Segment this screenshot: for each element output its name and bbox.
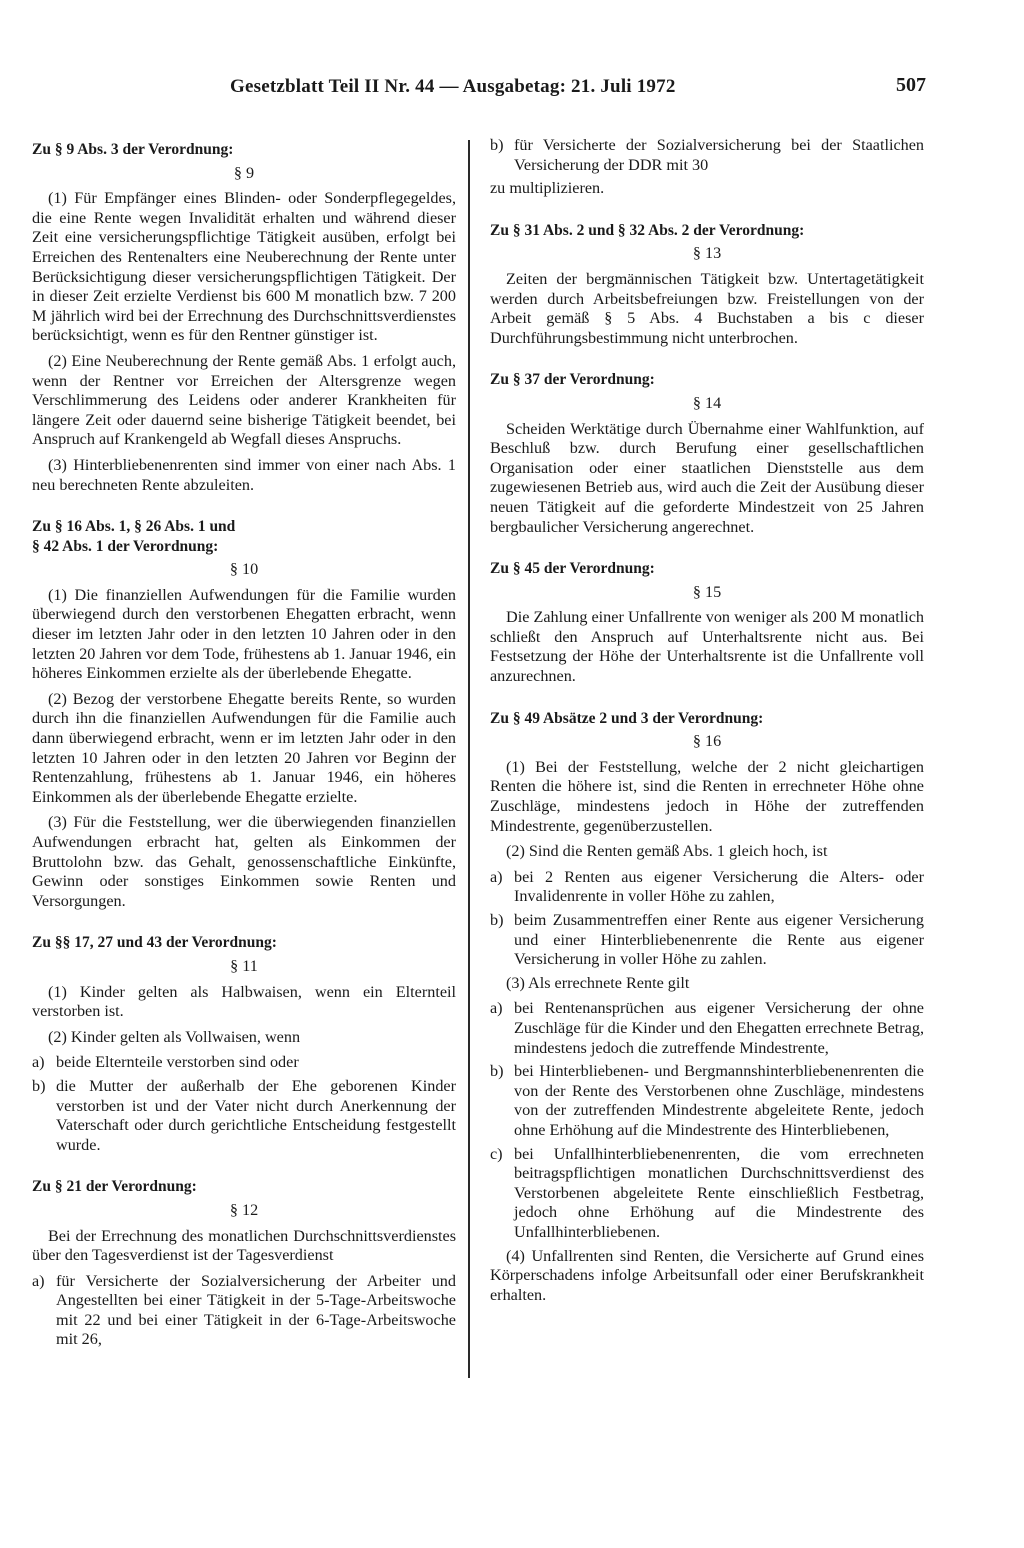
section-number: § 10 [229, 560, 259, 579]
list-label: c) [490, 1144, 503, 1163]
reference-heading: Zu § 49 Absätze 2 und 3 der Verordnung: [490, 709, 764, 727]
list-text: bei Rentenansprüchen aus eigener Versicherung der ohne Zuschläge für die Kinder und den Ehegatten errechnete Betrag, mindestens jedoch die zutreffende Mindestrente, [514, 999, 924, 1057]
list-label: b) [32, 1076, 46, 1095]
paragraph: (2) Kinder gelten als Vollwaisen, wenn [48, 1027, 301, 1046]
paragraph: (2) Sind die Renten gemäß Abs. 1 gleich hoch, ist [506, 842, 828, 861]
list-text: für Versicherte der Sozialversicherung bei der Staatlichen Versicherung der DDR mit 30 [514, 136, 924, 174]
section-number: § 11 [230, 956, 258, 975]
paragraph: (3) Hinterbliebenenrenten sind immer von einer nach Abs. 1 neu berechneten Rente abzuleiten. [32, 455, 456, 494]
reference-heading: Zu § 37 der Verordnung: [490, 371, 655, 389]
paragraph: (3) Für die Feststellung, wer die überwiegenden finanziellen Aufwendungen erbracht hat, gelten als Einkommen der Bruttolohn bzw. das Gehalt, genossenschaftliche Einkünfte, Gewinn oder sonstiges Einkommen sowie Renten und Versorgungen. [32, 813, 456, 910]
reference-heading: Zu § 9 Abs. 3 der Verordnung: [32, 141, 234, 158]
section-number: § 16 [692, 732, 722, 751]
reference-heading-line: § 42 Abs. 1 der Verordnung: [32, 537, 219, 555]
reference-heading: Zu §§ 17, 27 und 43 der Verordnung: [32, 934, 277, 952]
page-number: 507 [896, 74, 926, 96]
reference-heading: Zu § 45 der Verordnung: [490, 560, 655, 578]
list-text: die Mutter der außerhalb der Ehe geborenen Kinder verstorben ist und der Vater nicht durch Anerkennung der Vaterschaft oder durch gerichtliche Entscheidung festgestellt wurde. [56, 1076, 456, 1154]
paragraph: (1) Bei der Feststellung, welche der 2 nicht gleichartigen Renten die höhere ist, sind die Renten in errechneter Höhe ohne Zuschläge, mindestens jedoch in Höhe der zutreffenden Mindestrente, gegenüberzustellen. [490, 757, 924, 835]
running-head: Gesetzblatt Teil II Nr. 44 — Ausgabetag: 21. Juli 1972 [230, 76, 676, 97]
section-number: § 14 [692, 393, 722, 412]
list-item [32, 1053, 456, 1073]
list-text: bei Hinterbliebenen- und Bergmannshinterbliebenenrenten die von der Rente des Verstorbenen ohne Zuschläge, mindestens von der zutreffenden Mindestrente abgeleitete Rente, jedoch ohne Erhöhung auf die Mindestrente des Hinterbliebenen, [514, 1062, 924, 1139]
list-item [490, 1145, 924, 1243]
paragraph: (4) Unfallrenten sind Renten, die Versicherte auf Grund eines Körperschadens infolge Arbeitsunfall oder einer Berufskrankheit erhalten. [490, 1246, 924, 1304]
list-item [490, 136, 924, 175]
right-column [490, 136, 924, 1311]
column-divider [468, 140, 470, 1378]
section-number: § 13 [692, 244, 722, 263]
paragraph: Bei der Errechnung des monatlichen Durchschnittsverdienstes über den Tagesverdienst ist der Tagesverdienst [32, 1226, 456, 1265]
list-label: b) [490, 911, 504, 929]
list-item [490, 911, 924, 970]
list-item [490, 868, 924, 907]
paragraph: (3) Als errechnete Rente gilt [506, 973, 690, 992]
list-label: b) [490, 1062, 504, 1081]
left-column [32, 136, 456, 1354]
list-item [32, 1077, 456, 1155]
section-number: § 12 [229, 1200, 259, 1219]
paragraph: Die Zahlung einer Unfallrente von weniger als 200 M monatlich schließt den Anspruch auf Unterhaltsrente nicht aus. Bei Festsetzung der Höhe der Unterhaltsrente ist die Unfallrente voll anzurechnen. [490, 608, 924, 686]
paragraph: (2) Eine Neuberechnung der Rente gemäß Abs. 1 erfolgt auch, wenn der Rentner vor Erreichen der Altersgrenze wegen Verschlimmerung des Leidens oder anderer Krankheiten für längere Zeit oder dauernd seine bisherige Tätigkeit beendet, bei Anspruch auf Krankengeld ab Wegfall dieses Anspruchs. [32, 351, 456, 449]
reference-heading: Zu § 31 Abs. 2 und § 32 Abs. 2 der Verordnung: [490, 221, 805, 239]
list-label: b) [490, 136, 504, 154]
paragraph: Scheiden Werktätige durch Übernahme einer Wahlfunktion, auf Beschluß bzw. durch Berufung einer gesellschaftlichen Organisation oder einer staatlichen Dienststelle aus dem zugewiesenen Betrieb aus, wird auch die Zeit der Ausübung dieser neuen Tätigkeit auf die geforderte Mindestzeit von 25 Jahren bergbaulicher Versicherung angerechnet. [490, 419, 924, 536]
paragraph: zu multiplizieren. [490, 179, 605, 198]
reference-heading [32, 517, 456, 556]
list-item [490, 1062, 924, 1140]
section-number: § 15 [692, 582, 722, 601]
paragraph: (1) Kinder gelten als Halbwaisen, wenn ein Elternteil verstorben ist. [32, 982, 456, 1021]
paragraph: (1) Die finanziellen Aufwendungen für die Familie wurden überwiegend durch den verstorbenen Ehegatten erbracht, wenn dieser im letzten Jahr oder in den letzten 10 Jahren oder in den letzten 20 Jahren vor dem Tode, frühestens ab 1. Januar 1946, ein höheres Einkommen erzielte als der überlebende Ehegatte. [32, 585, 456, 683]
section-number: § 9 [233, 163, 255, 182]
reference-heading: Zu § 21 der Verordnung: [32, 1178, 197, 1196]
paragraph: (2) Bezog der verstorbene Ehegatte bereits Rente, so wurden durch ihn die finanziellen Aufwendungen für die Familie auch dann überwiegend erbracht, wenn er im letzten Jahr oder in den letzten 10 Jahren oder in den letzten 20 Jahren vor Beginn der Rentenzahlung, frühestens ab 1. Januar 1946, ein höheres Einkommen als der überlebende Ehegatte erzielte. [32, 689, 456, 806]
list-label: a) [490, 999, 503, 1018]
list-text: beim Zusammentreffen einer Rente aus eigener Versicherung und einer Hinterbliebenenrente die Rente aus eigener Versicherung in voller Höhe zu zahlen. [514, 911, 924, 969]
reference-heading-line: Zu § 16 Abs. 1, § 26 Abs. 1 und [32, 518, 236, 536]
list-label: a) [490, 867, 503, 886]
list-text: bei Unfallhinterbliebenenrenten, die vom errechneten beitragspflichtigen monatlichen Durchschnittsverdienst des Verstorbenen abgeleitete Rente einschließlich Festbetrag, jedoch ohne Erhöhung auf die Mindestrente des Unfallhinterbliebenen. [514, 1144, 924, 1241]
list-label: a) [32, 1053, 45, 1072]
list-text: für Versicherte der Sozialversicherung der Arbeiter und Angestellten bei einer Tätigkeit in der 5-Tage-Arbeitswoche mit 22 und bei einer Tätigkeit in der 6-Tage-Arbeitswoche mit 26, [56, 1271, 456, 1349]
list-item [32, 1272, 456, 1350]
list-label: a) [32, 1271, 45, 1290]
paragraph: (1) Für Empfänger eines Blinden- oder Sonderpflegegeldes, die eine Rente wegen Invalidität erhalten und während dieser Zeit eine versicherungspflichtige Tätigkeit ausüben, erfolgt bei Erreichen des Rentenalters eine Neuberechnung der Rente unter Berücksichtigung dieser versicherungspflichtigen Tätigkeit. Der in dieser Zeit erzielte Verdienst bis 600 M monatlich bzw. 7 200 M jährlich wird bei der Errechnung des Durchschnittsverdienstes berücksichtigt, wenn es für den Rentner günstiger ist. [32, 189, 456, 345]
list-text: bei 2 Renten aus eigener Versicherung die Alters- oder Invalidenrente in voller Höhe zu zahlen, [514, 867, 924, 906]
paragraph: Zeiten der bergmännischen Tätigkeit bzw. Untertagetätigkeit werden durch Arbeitsbefreiungen bzw. Freistellungen von der Arbeit gemäß § 5 Abs. 4 Buchstaben a bis c dieser Durchführungsbestimmung nicht unterbrochen. [490, 269, 924, 347]
list-item [490, 999, 924, 1058]
list-text: beide Elternteile verstorben sind oder [56, 1053, 299, 1072]
